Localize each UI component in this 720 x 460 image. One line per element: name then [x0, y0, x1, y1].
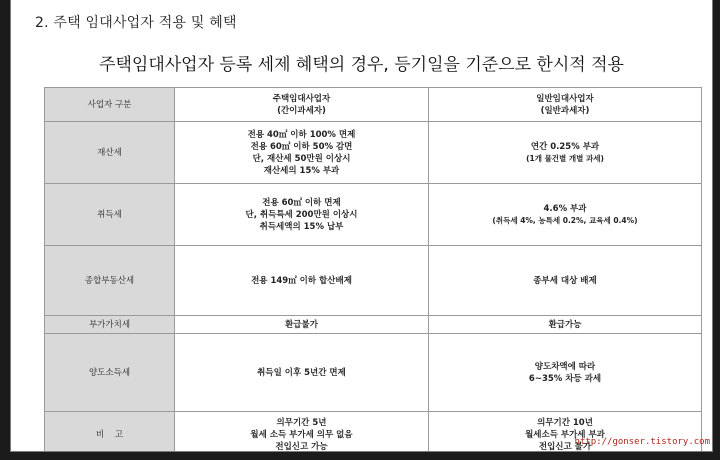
housing-lessor-cell [175, 122, 429, 184]
cell-line: (취득세 4%, 농특세 0.2%, 교육세 0.4%) [492, 215, 638, 225]
table-row-acquisition-tax [45, 184, 702, 246]
table-header-row [45, 88, 702, 122]
cell-line: 4.6% 부과 [543, 203, 587, 214]
row-label-cell: 부가가치세 [45, 316, 175, 334]
cell-line: 의무기간 10년 [537, 417, 593, 428]
header-line: 일반임대사업자 [536, 93, 594, 104]
cell-line: 단, 취득특세 200만원 이상시 [245, 209, 358, 220]
general-lessor-cell [429, 122, 702, 184]
cell-line: 취득세액의 15% 납부 [259, 221, 344, 232]
general-lessor-cell [429, 334, 702, 412]
cell-line: 양도차액에 따라 [534, 361, 596, 372]
header-label-cell: 사업자 구분 [45, 88, 175, 122]
cell-line: 전입신고 가능 [275, 441, 328, 452]
header-cell-housing-lessor [175, 88, 429, 122]
cell-line: 연간 0.25% 부과 [530, 141, 600, 152]
cell-line: 전입신고 불가 [538, 441, 592, 452]
cell-line: 종부세 대상 배제 [533, 275, 597, 286]
table-row-vat [45, 316, 702, 334]
document-page [10, 0, 713, 452]
row-label-cell: 종합부동산세 [45, 246, 175, 316]
cell-line: 환급가능 [548, 319, 582, 330]
cell-line: 전용 40㎡ 이하 100% 면제 [247, 129, 356, 140]
table-row-property-tax [45, 122, 702, 184]
cell-line: 환급불가 [285, 319, 318, 330]
header-cell-general-lessor [429, 88, 702, 122]
blog-url-watermark: http://gonser.tistory.com [574, 437, 710, 447]
housing-lessor-cell [175, 334, 429, 412]
cell-line: 월세소득 부가세 부과 [525, 429, 605, 440]
row-label-cell: 비 고 [45, 412, 175, 453]
header-line: (일반과세자) [540, 105, 590, 116]
header-line: (간이과세자) [277, 105, 326, 116]
main-title: 주택임대사업자 등록 세제 혜택의 경우, 등기일을 기준으로 한시적 적용 [99, 55, 624, 75]
housing-lessor-cell [175, 184, 429, 246]
row-label-cell: 재산세 [45, 122, 175, 184]
row-label-cell: 취득세 [45, 184, 175, 246]
general-lessor-cell [429, 184, 702, 246]
cell-line: 전용 60㎡ 이하 면제 [262, 197, 341, 208]
cell-line: 전용 60㎡ 이하 50% 감면 [250, 141, 353, 152]
cell-line: 전용 149㎡ 이하 합산배제 [251, 275, 352, 286]
cell-line: 취득일 이후 5년간 면제 [257, 367, 346, 378]
housing-lessor-cell [175, 412, 429, 453]
cell-line: 단, 재산세 50만원 이상시 [252, 153, 351, 164]
cell-line: (1개 물건별 개별 과세) [526, 153, 604, 163]
cell-line: 6~35% 차등 과세 [528, 373, 602, 384]
table-row-comprehensive-real-estate-tax [45, 246, 702, 316]
housing-lessor-cell [175, 316, 429, 334]
cell-line: 의무기간 5년 [276, 417, 327, 428]
table-row-capital-gains-tax [45, 334, 702, 412]
comparison-table [44, 87, 702, 452]
cell-line: 월세 소득 부가세 의무 없음 [250, 429, 353, 440]
general-lessor-cell [429, 246, 702, 316]
cell-line: 재산세의 15% 부과 [263, 165, 340, 176]
header-line: 주택임대사업자 [272, 93, 331, 104]
housing-lessor-cell [175, 246, 429, 316]
general-lessor-cell [429, 316, 702, 334]
row-label-cell: 양도소득세 [45, 334, 175, 412]
section-title: 2. 주택 임대사업자 적용 및 혜택 [35, 15, 237, 31]
